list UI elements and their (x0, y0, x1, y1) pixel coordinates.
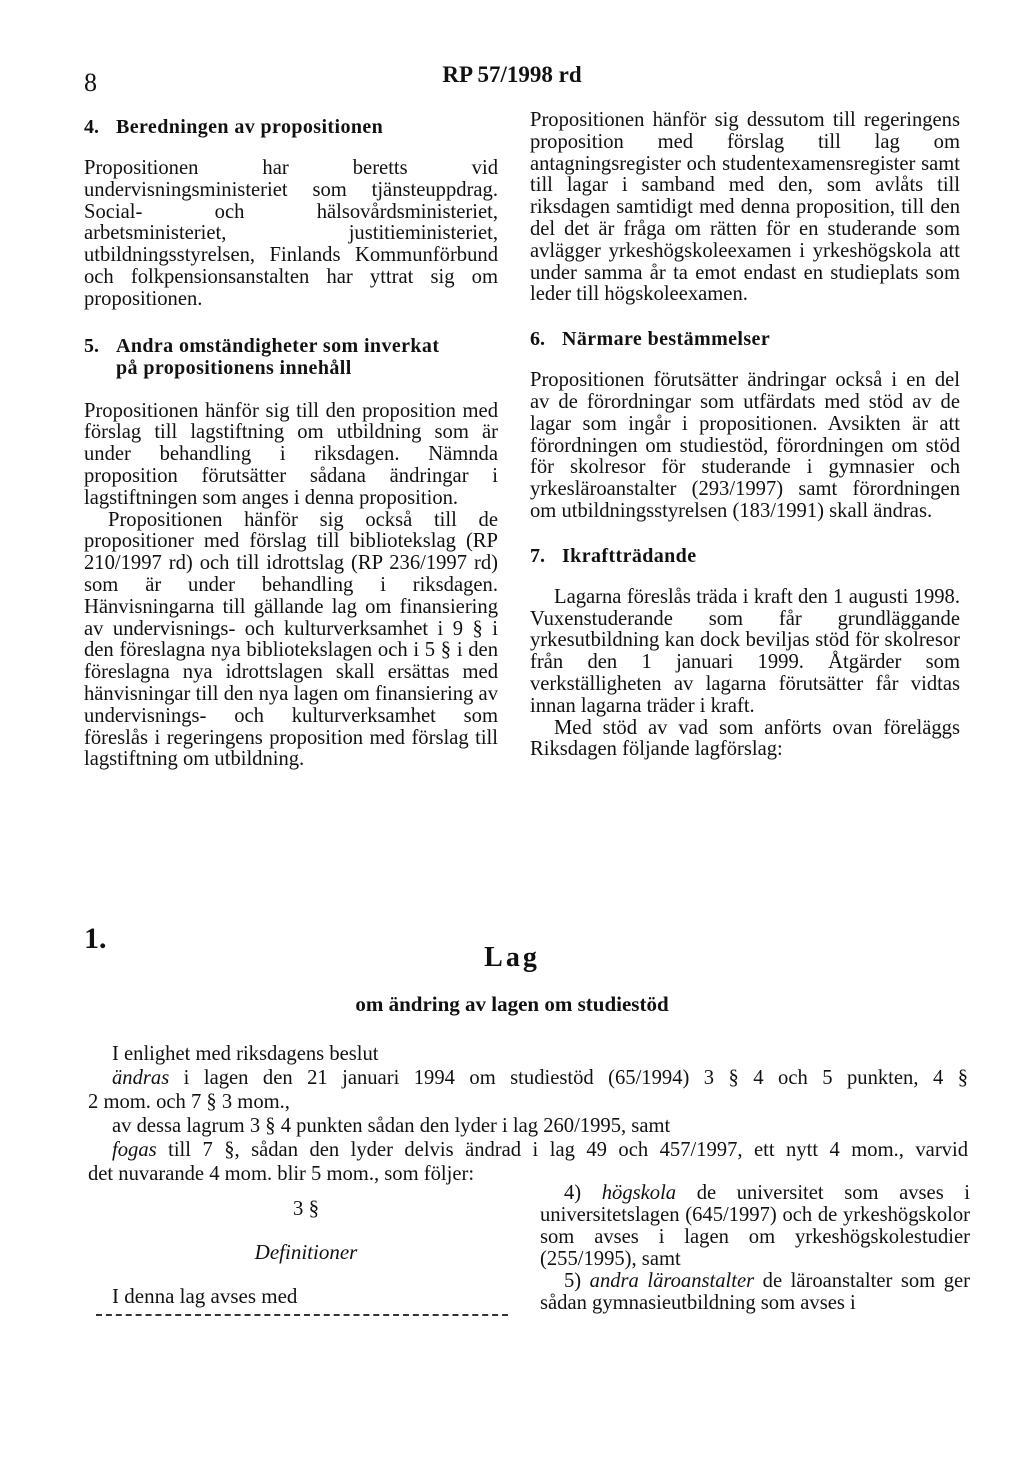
intro-line (88, 1066, 968, 1090)
section-5-paragraph-2: Propositionen hänför sig också till de propositioner med förslag till bibliotekslag (RP 210/1997 rd) och till idrottslag (RP 236/1997 rd) som är under behandling i riksdagen. Hänvisningarna till gällande lag om finansiering av undervisnings- och kulturverksamhet i 9 § i den föreslagna nya bibliotekslagen och i 5 § i den föreslagna nya idrottslagen skall ersättas med hänvisningar till den nya lagen om finansiering av undervisnings- och kulturverksamhet som föreslås i regeringens proposition med förslag till lagstiftning om utbildning. (84, 508, 498, 771)
definitions-title: Definitioner (254, 1240, 358, 1264)
section-title: Beredningen av propositionen (116, 116, 384, 138)
item-number: 5) (564, 1270, 582, 1292)
section-6-paragraph: Propositionen förutsätter ändringar också i en del av de förordningar som utfärdats med stöd av de lagar som ingår i propositionen. Avsikten är att förordningen om studiestöd, förordningen om stöd för skolresor för studerande i gymnasier och yrkesläroanstalter (293/1997) samt förordningen om utbildningsstyrelsen (183/1991) skall ändras. (530, 369, 960, 522)
item-number: 4) (564, 1182, 582, 1204)
intro-line: 2 mom. och 7 § 3 mom., (88, 1091, 290, 1113)
definition-item-5 (540, 1270, 970, 1314)
right-column (530, 110, 960, 761)
intro-line: I enlighet med riksdagens beslut (112, 1043, 379, 1065)
omission-dash-line (96, 1314, 508, 1316)
section-7-heading (530, 545, 960, 567)
item-text: de läroanstalter som ger sådan gymnasieutbildning som avses i (540, 1270, 970, 1314)
amend-keyword: ändras (112, 1067, 170, 1089)
document-reference: RP 57/1998 rd (442, 62, 582, 87)
intro-line (88, 1138, 968, 1162)
amend-text: i lagen den 21 januari 1994 om studiestöd (65/1994) 3 § 4 och 5 punkten, 4 § (183, 1067, 968, 1089)
add-text: till 7 §, sådan den lyder delvis ändrad i lag 49 och 457/1997, ett nytt 4 mom., varvid (168, 1139, 968, 1161)
section-6-heading (530, 328, 960, 350)
intro-line: det nuvarande 4 mom. blir 5 mom., som följer: (88, 1163, 475, 1185)
item-text: de universitet som avses i universitetslagen (645/1997) och de yrkeshögskolor som avses i lagen om yrkeshögskolestudier (255/1995), samt (540, 1182, 970, 1270)
item-term: andra läroanstalter (589, 1270, 755, 1292)
section-5-heading (84, 335, 498, 379)
section-title-line-2: på propositionens innehåll (116, 356, 352, 379)
section-4-heading (84, 116, 498, 138)
section-5-paragraph-1: Propositionen hänför sig till den proposition med förslag till lagstiftning om utbildning som är under behandling i riksdagen. Nämnda proposition förutsätter sådana ändringar i lagstiftningen som anges i denna proposition. (84, 399, 498, 509)
section-title: Närmare bestämmelser (562, 328, 771, 351)
add-keyword: fogas (112, 1139, 157, 1161)
definitions-items (540, 1182, 970, 1314)
section-7-paragraph-2: Med stöd av vad som anförts ovan föreläggs Riksdagen följande lagförslag: (530, 716, 960, 761)
continued-paragraph: Propositionen hänför sig dessutom till regeringens proposition med förslag till lag om antagningsregister och studentexamensregister samt till lagar i samband med den, som avlåts till riksdagen samtidigt med denna proposition, till den del det är fråga om rätten för en studerande som avlägger yrkeshögskoleexamen i yrkeshögskola att under samma år ta emot endast en studieplats som leder till högskoleexamen. (530, 109, 960, 306)
section-number: 6. (530, 328, 545, 351)
item-term: högskola (601, 1182, 677, 1204)
law-title: Lag (484, 942, 540, 973)
section-title: Ikraftträdande (562, 544, 697, 567)
left-column (84, 116, 498, 771)
section-title-line-1: Andra omständigheter som inverkat (116, 334, 440, 357)
section-number: 4. (84, 116, 99, 138)
paragraph-section-mark: 3 § (292, 1196, 320, 1220)
law-subtitle: om ändring av lagen om studiestöd (355, 992, 669, 1016)
intro-line: av dessa lagrum 3 § 4 punkten sådan den lyder i lag 260/1995, samt (112, 1115, 671, 1137)
law-number: 1. (84, 922, 107, 955)
section-7-paragraph-1: Lagarna föreslås träda i kraft den 1 augusti 1998. Vuxenstuderande som får grundläggande yrkesutbildning kan dock beviljas stöd för skolresor från den 1 januari 1999. Åtgärder som verkställigheten av lagarna förutsätter får vidtas innan lagarna träder i kraft. (530, 585, 960, 717)
section-number: 5. (84, 334, 99, 357)
definitions-lead: I denna lag avses med (112, 1284, 298, 1308)
section-4-paragraph: Propositionen har beretts vid undervisningsministeriet som tjänsteuppdrag. Social- och hälsovårdsministeriet, arbetsministeriet, justitieministeriet, utbildningsstyrelsen, Finlands Kommunförbund och folkpensionsanstalten har yttrat sig om propositionen. (84, 157, 498, 310)
law-introduction (88, 1042, 968, 1186)
definition-item-4 (540, 1182, 970, 1270)
page-number: 8 (84, 68, 97, 97)
section-number: 7. (530, 544, 545, 567)
